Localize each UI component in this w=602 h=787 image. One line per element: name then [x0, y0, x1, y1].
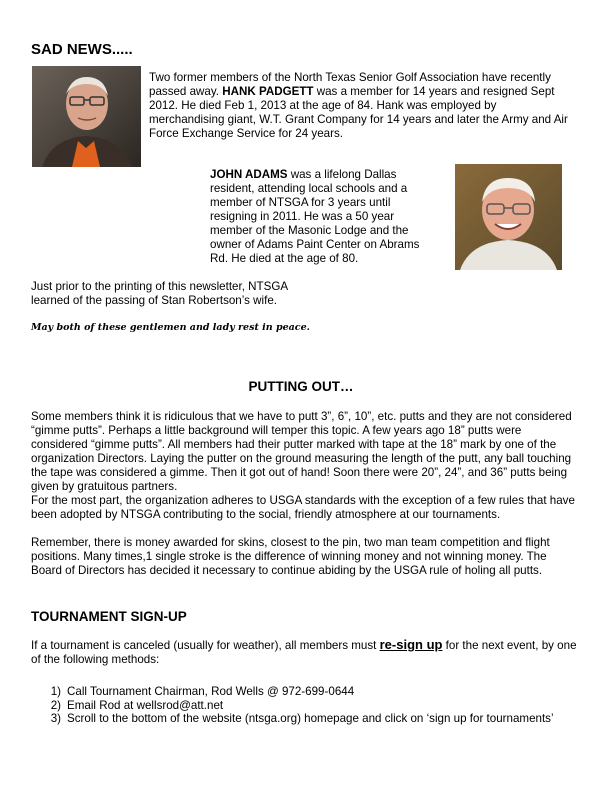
stan-robertson-note [31, 280, 331, 308]
hank-padgett-photo [32, 66, 141, 167]
rest-in-peace-line: May both of these gentlemen and lady rest in peace. [31, 322, 310, 333]
sad-news-heading: SAD NEWS..... [31, 41, 133, 58]
signup-method-item: 1) Call Tournament Chairman, Rod Wells @ 972-699-0644 [50, 685, 355, 698]
signup-intro-tail: for the next event, by one of the following methods: [31, 639, 577, 666]
john-name: JOHN ADAMS [210, 168, 288, 181]
signup-intro-text: If a tournament is canceled (usually for weather), all members must [31, 639, 380, 652]
hank-padgett-paragraph [149, 71, 573, 141]
signup-method-item: 2) Email Rod at wellsrod@att.net [50, 698, 224, 712]
putting-paragraph-3: Remember, there is money awarded for skins, closest to the pin, two man team competition and flight positions. Many times,1 single stroke is the difference of winning money and not winning money. The Board of Directors has decided it necessary to continue abiding by the USGA rule of holing all putts. [31, 536, 550, 577]
john-adams-paragraph [210, 168, 437, 266]
tournament-signup-heading: TOURNAMENT SIGN-UP [31, 609, 187, 624]
hank-body-text: was a member for 14 years and resigned Sept 2012. He died Feb 1, 2013 at the age of 84. Hank was employed by merchandising giant, W.T. Grant Company for 14 years and later the Army and Air Force Exchange Service for 24 years. [149, 85, 568, 140]
resign-up-emphasis: re-sign up [379, 637, 443, 652]
signup-method-item: 3) Scroll to the bottom of the website (ntsga.org) homepage and click on ‘sign up for tournaments’ [50, 712, 554, 725]
putting-out-body [31, 410, 577, 578]
stan-note-line-1: Just prior to the printing of this newsletter, NTSGA [31, 280, 289, 293]
hank-intro-text: Two former members of the North Texas Senior Golf Association have recently passed away. [149, 71, 551, 98]
putting-paragraph-1: Some members think it is ridiculous that we have to putt 3”, 6”, 10”, etc. putts and they are not considered “gimme putts”. Perhaps a little background will temper this topic. A few years ago 18” putts were considered “gimme putts”. All members had their putter marked with tape at the 18” mark by one of the organization Directors. Laying the putter on the ground measuring the length of the putt, any ball touching the tape was considered a gimme. Then it got out of hand! Soon there were 20”, 24”, and 36” putts being given by gratuitous partners. [31, 410, 572, 493]
signup-intro [31, 638, 577, 667]
hank-name: HANK PADGETT [222, 85, 314, 98]
putting-paragraph-2: For the most part, the organization adheres to USGA standards with the exception of a few rules that have been adopted by NTSGA contributing to the social, friendly atmosphere at our tournaments. [31, 494, 575, 521]
putting-out-heading: PUTTING OUT… [248, 379, 354, 394]
signup-methods-list [31, 685, 591, 726]
john-body-text: was a lifelong Dallas resident, attending local schools and a member of NTSGA for 3 years until resigning in 2011. He was a 50 year member of the Masonic Lodge and the owner of Adams Paint Center on Abrams Rd. He died at the age of 80. [210, 168, 420, 265]
stan-note-line-2: learned of the passing of Stan Robertson’s wife. [31, 294, 277, 307]
john-adams-photo [455, 164, 562, 270]
